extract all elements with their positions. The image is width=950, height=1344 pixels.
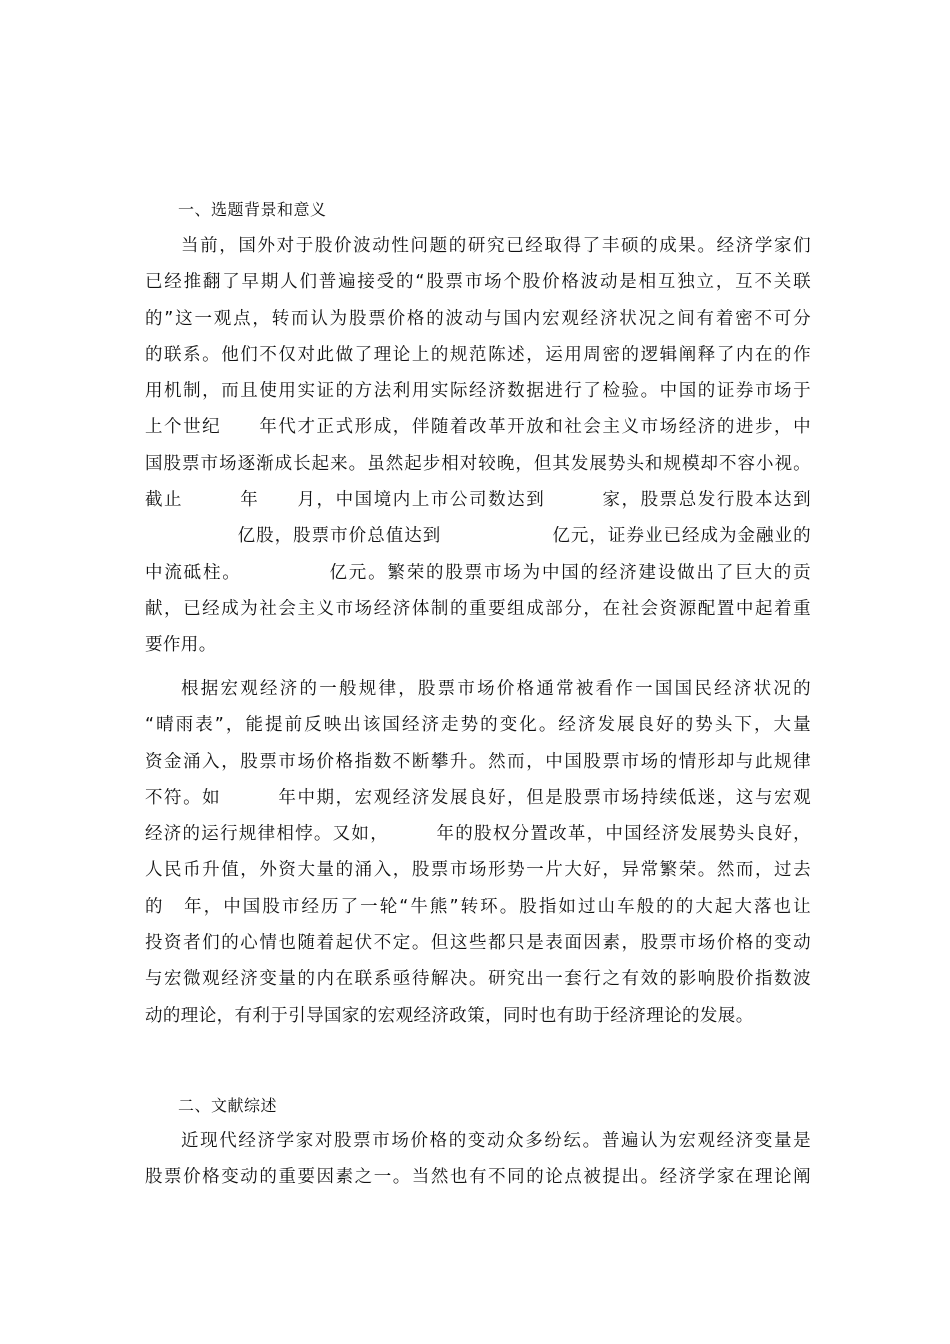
text-line: 投资者们的心情也随着起伏不定。但这些都只是表面因素，股票市场价格的变动 bbox=[145, 933, 811, 954]
text-line: 国股票市场逐渐成长起来。虽然起步相对较晚，但其发展势头和规模却不容小视。 bbox=[145, 453, 811, 474]
text-line: 人民币升值，外资大量的涌入，股票市场形势一片大好，异常繁荣。然而，过去 bbox=[145, 860, 811, 881]
text-line: 当前，国外对于股价波动性问题的研究已经取得了丰硕的成果。经济学家们 bbox=[181, 236, 811, 256]
text-line: 经济的运行规律相悖。又如， 年的股权分置改革，中国经济发展势头良好， bbox=[145, 824, 811, 845]
text-line: 根据宏观经济的一般规律，股票市场价格通常被看作一国国民经济状况的 bbox=[181, 679, 811, 699]
text-line: 中流砥柱。 亿元。繁荣的股票市场为中国的经济建设做出了巨大的贡 bbox=[145, 562, 811, 583]
text-line: 截止 年 月，中国境内上市公司数达到 家，股票总发行股本达到 bbox=[145, 490, 811, 511]
text-line: 已经推翻了早期人们普遍接受的“股票市场个股价格波动是相互独立，互不关联 bbox=[145, 272, 811, 293]
text-line: 上个世纪 年代才正式形成，伴随着改革开放和社会主义市场经济的进步，中 bbox=[145, 417, 811, 438]
section-heading-literature: 二、文献综述 bbox=[178, 1096, 278, 1115]
text-line: 的 年，中国股市经历了一轮“牛熊”转环。股指如过山车般的的大起大落也让 bbox=[145, 896, 811, 917]
text-line: 用机制，而且使用实证的方法利用实际经济数据进行了检验。中国的证券市场于 bbox=[145, 381, 811, 402]
text-line: 要作用。 bbox=[145, 635, 217, 656]
text-line: 不符。如 年中期，宏观经济发展良好，但是股票市场持续低迷，这与宏观 bbox=[145, 787, 811, 808]
text-line: 的联系。他们不仅对此做了理论上的规范陈述，运用周密的逻辑阐释了内在的作 bbox=[145, 344, 811, 365]
text-line: 资金涌入，股票市场价格指数不断攀升。然而，中国股票市场的情形却与此规律 bbox=[145, 751, 811, 772]
text-line: 近现代经济学家对股票市场价格的变动众多纷纭。普遍认为宏观经济变量是 bbox=[181, 1131, 811, 1151]
text-line: 与宏微观经济变量的内在联系亟待解决。研究出一套行之有效的影响股价指数波 bbox=[145, 969, 811, 990]
text-line: “晴雨表”，能提前反映出该国经济走势的变化。经济发展良好的势头下，大量 bbox=[145, 715, 811, 736]
paragraph-background-2 bbox=[145, 671, 811, 1034]
text-line: 亿股，股票市价总值达到 亿元，证券业已经成为金融业的 bbox=[145, 526, 811, 547]
text-line: 的”这一观点，转而认为股票价格的波动与国内宏观经济状况之间有着密不可分 bbox=[145, 308, 811, 329]
paragraph-background-1 bbox=[145, 228, 811, 664]
text-line: 动的理论，有利于引导国家的宏观经济政策，同时也有助于经济理论的发展。 bbox=[145, 1005, 754, 1026]
text-line: 献，已经成为社会主义市场经济体制的重要组成部分，在社会资源配置中起着重 bbox=[145, 598, 811, 619]
text-line: 股票价格变动的重要因素之一。当然也有不同的论点被提出。经济学家在理论阐 bbox=[145, 1167, 811, 1188]
section-heading-background: 一、选题背景和意义 bbox=[178, 200, 327, 219]
paragraph-literature-1 bbox=[145, 1123, 811, 1196]
